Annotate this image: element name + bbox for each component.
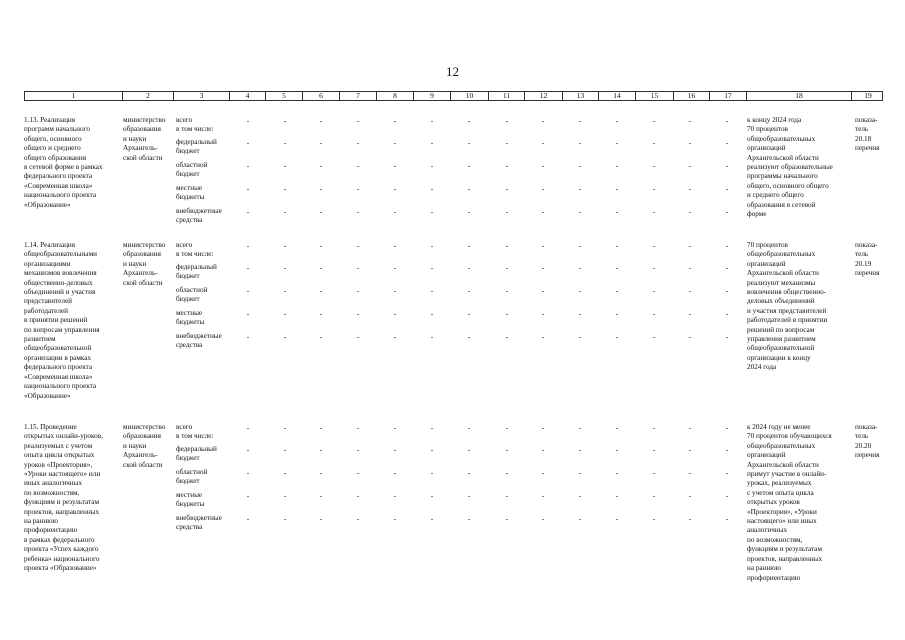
empty-value-dash: - xyxy=(652,286,656,295)
empty-value-dash: - xyxy=(615,286,619,295)
empty-value-dash: - xyxy=(505,138,509,147)
budget-source-label: всего в том числе: xyxy=(176,116,214,134)
empty-value-dash: - xyxy=(319,332,323,341)
empty-value-dash: - xyxy=(652,138,656,147)
budget-source-label: внебюджетные средства xyxy=(176,332,222,350)
empty-value-dash: - xyxy=(541,491,545,500)
empty-value-dash: - xyxy=(283,241,287,250)
empty-value-dash: - xyxy=(246,263,250,272)
empty-value-dash: - xyxy=(430,445,434,454)
empty-value-dash: - xyxy=(541,116,545,125)
header-col-5: 5 xyxy=(266,92,303,100)
empty-value-dash: - xyxy=(725,468,729,477)
empty-value-dash: - xyxy=(578,138,582,147)
empty-value-dash: - xyxy=(356,286,360,295)
empty-value-dash: - xyxy=(246,184,250,193)
table-header-row xyxy=(24,91,883,101)
measure-description: 1.14. Реализация общеобразовательными организациями механизмов вовлечения общественно-деловых объединений и участия представителей работодателей в принятии решений по вопросам управления развитием общеобразовательной организации в рамках федерального проекта «Современная школа» национального проекта «Образование» xyxy=(24,241,100,400)
empty-value-dash: - xyxy=(652,468,656,477)
empty-value-dash: - xyxy=(505,207,509,216)
header-col-10: 10 xyxy=(451,92,489,100)
empty-value-dash: - xyxy=(688,286,692,295)
empty-value-dash: - xyxy=(283,445,287,454)
expected-result: 70 процентов общеобразовательных организаций Архангельской области реализуют механизмы вовлечения общественно- деловых объединений и участия представителей работодателей в принятии решений по вопросам управления развитием общеобразовательной организации к концу 2024 года xyxy=(747,241,828,372)
empty-value-dash: - xyxy=(688,241,692,250)
header-col-3: 3 xyxy=(174,92,230,100)
empty-value-dash: - xyxy=(578,184,582,193)
empty-value-dash: - xyxy=(652,332,656,341)
header-col-4: 4 xyxy=(230,92,266,100)
budget-source-label: внебюджетные средства xyxy=(176,207,222,225)
header-col-12: 12 xyxy=(525,92,563,100)
empty-value-dash: - xyxy=(393,286,397,295)
empty-value-dash: - xyxy=(430,161,434,170)
empty-value-dash: - xyxy=(615,241,619,250)
empty-value-dash: - xyxy=(615,332,619,341)
budget-source-label: внебюджетные средства xyxy=(176,514,222,532)
budget-source-label: местные бюджеты xyxy=(176,309,205,327)
empty-value-dash: - xyxy=(430,263,434,272)
header-col-18: 18 xyxy=(747,92,852,100)
budget-source-label: всего в том числе: xyxy=(176,423,214,441)
empty-value-dash: - xyxy=(283,468,287,477)
empty-value-dash: - xyxy=(541,423,545,432)
empty-value-dash: - xyxy=(541,263,545,272)
page-number: 12 xyxy=(446,64,459,79)
empty-value-dash: - xyxy=(578,514,582,523)
empty-value-dash: - xyxy=(319,184,323,193)
empty-value-dash: - xyxy=(467,116,471,125)
empty-value-dash: - xyxy=(393,423,397,432)
expected-result: к 2024 году не менее 70 процентов обучающихся общеобразовательных организаций Архангельской области примут участие в онлайн- уроках, реализуемых с учетом опыта цикла открытых уроков «Проектория», «Уроки настоящего» или иных аналогичных по возможностям, функциям и результатам проектов, направленных на раннюю профориентацию xyxy=(747,423,832,582)
empty-value-dash: - xyxy=(652,241,656,250)
empty-value-dash: - xyxy=(467,138,471,147)
empty-value-dash: - xyxy=(430,241,434,250)
empty-value-dash: - xyxy=(430,184,434,193)
empty-value-dash: - xyxy=(319,468,323,477)
empty-value-dash: - xyxy=(356,184,360,193)
budget-source-label: областной бюджет xyxy=(176,286,208,304)
empty-value-dash: - xyxy=(393,468,397,477)
empty-value-dash: - xyxy=(393,514,397,523)
empty-value-dash: - xyxy=(578,286,582,295)
empty-value-dash: - xyxy=(393,263,397,272)
indicator-reference: показа- тель 20.19 перечня xyxy=(855,241,880,278)
empty-value-dash: - xyxy=(505,116,509,125)
indicator-reference: показа- тель 20.20 перечня xyxy=(855,423,880,460)
empty-value-dash: - xyxy=(246,286,250,295)
empty-value-dash: - xyxy=(688,116,692,125)
empty-value-dash: - xyxy=(393,445,397,454)
header-col-13: 13 xyxy=(563,92,599,100)
empty-value-dash: - xyxy=(356,491,360,500)
empty-value-dash: - xyxy=(283,263,287,272)
budget-source-label: всего в том числе: xyxy=(176,241,214,259)
empty-value-dash: - xyxy=(615,445,619,454)
measure-description: 1.15. Проведение открытых онлайн-уроков, реализуемых с учетом опыта цикла открытых уроков «Проектория», «Уроки настоящего» или иных аналогичных по возможностям, функциям и результатам проектов, направленных на раннюю профориентацию в рамках федерального проекта «Успех каждого ребенка» национального проекта «Образование» xyxy=(24,423,103,573)
header-col-1: 1 xyxy=(25,92,123,100)
empty-value-dash: - xyxy=(578,309,582,318)
header-col-7: 7 xyxy=(340,92,377,100)
empty-value-dash: - xyxy=(283,286,287,295)
empty-value-dash: - xyxy=(430,207,434,216)
header-col-6: 6 xyxy=(303,92,340,100)
empty-value-dash: - xyxy=(541,286,545,295)
empty-value-dash: - xyxy=(725,116,729,125)
empty-value-dash: - xyxy=(246,138,250,147)
empty-value-dash: - xyxy=(578,468,582,477)
empty-value-dash: - xyxy=(505,423,509,432)
empty-value-dash: - xyxy=(541,241,545,250)
empty-value-dash: - xyxy=(725,423,729,432)
empty-value-dash: - xyxy=(283,138,287,147)
empty-value-dash: - xyxy=(393,332,397,341)
empty-value-dash: - xyxy=(356,161,360,170)
indicator-reference: показа- тель 20.18 перечня xyxy=(855,116,880,153)
empty-value-dash: - xyxy=(652,514,656,523)
empty-value-dash: - xyxy=(393,184,397,193)
empty-value-dash: - xyxy=(578,445,582,454)
empty-value-dash: - xyxy=(725,241,729,250)
empty-value-dash: - xyxy=(467,514,471,523)
empty-value-dash: - xyxy=(578,241,582,250)
empty-value-dash: - xyxy=(393,138,397,147)
empty-value-dash: - xyxy=(393,241,397,250)
empty-value-dash: - xyxy=(652,263,656,272)
empty-value-dash: - xyxy=(688,491,692,500)
empty-value-dash: - xyxy=(505,491,509,500)
empty-value-dash: - xyxy=(688,207,692,216)
empty-value-dash: - xyxy=(725,332,729,341)
empty-value-dash: - xyxy=(505,286,509,295)
empty-value-dash: - xyxy=(356,514,360,523)
empty-value-dash: - xyxy=(652,184,656,193)
empty-value-dash: - xyxy=(430,138,434,147)
empty-value-dash: - xyxy=(541,514,545,523)
empty-value-dash: - xyxy=(283,332,287,341)
empty-value-dash: - xyxy=(319,161,323,170)
empty-value-dash: - xyxy=(356,468,360,477)
empty-value-dash: - xyxy=(467,263,471,272)
empty-value-dash: - xyxy=(652,445,656,454)
empty-value-dash: - xyxy=(652,161,656,170)
empty-value-dash: - xyxy=(319,423,323,432)
empty-value-dash: - xyxy=(615,263,619,272)
header-col-8: 8 xyxy=(377,92,414,100)
empty-value-dash: - xyxy=(615,423,619,432)
responsible-executor: министерство образования и науки Архангель- ской области xyxy=(123,423,166,469)
empty-value-dash: - xyxy=(578,161,582,170)
empty-value-dash: - xyxy=(505,445,509,454)
empty-value-dash: - xyxy=(430,514,434,523)
empty-value-dash: - xyxy=(283,309,287,318)
empty-value-dash: - xyxy=(541,332,545,341)
empty-value-dash: - xyxy=(541,468,545,477)
budget-source-label: федеральный бюджет xyxy=(176,263,217,281)
empty-value-dash: - xyxy=(505,309,509,318)
budget-source-label: федеральный бюджет xyxy=(176,138,217,156)
empty-value-dash: - xyxy=(615,116,619,125)
empty-value-dash: - xyxy=(615,514,619,523)
budget-source-label: местные бюджеты xyxy=(176,184,205,202)
header-col-9: 9 xyxy=(414,92,451,100)
empty-value-dash: - xyxy=(688,263,692,272)
budget-source-label: федеральный бюджет xyxy=(176,445,217,463)
header-col-19: 19 xyxy=(864,91,872,100)
empty-value-dash: - xyxy=(430,423,434,432)
empty-value-dash: - xyxy=(393,309,397,318)
empty-value-dash: - xyxy=(467,161,471,170)
empty-value-dash: - xyxy=(246,423,250,432)
empty-value-dash: - xyxy=(578,423,582,432)
header-col-2: 2 xyxy=(123,92,174,100)
empty-value-dash: - xyxy=(319,263,323,272)
empty-value-dash: - xyxy=(615,468,619,477)
empty-value-dash: - xyxy=(505,263,509,272)
budget-source-label: областной бюджет xyxy=(176,161,208,179)
empty-value-dash: - xyxy=(505,514,509,523)
empty-value-dash: - xyxy=(467,332,471,341)
empty-value-dash: - xyxy=(505,161,509,170)
empty-value-dash: - xyxy=(467,309,471,318)
empty-value-dash: - xyxy=(725,207,729,216)
empty-value-dash: - xyxy=(688,514,692,523)
empty-value-dash: - xyxy=(541,161,545,170)
empty-value-dash: - xyxy=(615,491,619,500)
empty-value-dash: - xyxy=(246,445,250,454)
empty-value-dash: - xyxy=(541,309,545,318)
empty-value-dash: - xyxy=(356,332,360,341)
empty-value-dash: - xyxy=(393,207,397,216)
empty-value-dash: - xyxy=(319,207,323,216)
empty-value-dash: - xyxy=(319,138,323,147)
empty-value-dash: - xyxy=(725,263,729,272)
empty-value-dash: - xyxy=(319,491,323,500)
empty-value-dash: - xyxy=(319,241,323,250)
empty-value-dash: - xyxy=(541,184,545,193)
measure-description: 1.13. Реализация программ начального общего, основного общего и среднего общего образования в сетевой форме в рамках федерального проекта «Современная школа» национального проекта «Образование» xyxy=(24,116,103,209)
empty-value-dash: - xyxy=(688,138,692,147)
empty-value-dash: - xyxy=(688,332,692,341)
empty-value-dash: - xyxy=(467,491,471,500)
empty-value-dash: - xyxy=(541,138,545,147)
empty-value-dash: - xyxy=(246,207,250,216)
empty-value-dash: - xyxy=(688,309,692,318)
budget-source-label: областной бюджет xyxy=(176,468,208,486)
empty-value-dash: - xyxy=(283,423,287,432)
empty-value-dash: - xyxy=(652,309,656,318)
empty-value-dash: - xyxy=(356,116,360,125)
empty-value-dash: - xyxy=(688,468,692,477)
empty-value-dash: - xyxy=(688,184,692,193)
empty-value-dash: - xyxy=(505,332,509,341)
responsible-executor: министерство образования и науки Архангель- ской области xyxy=(123,116,166,162)
header-col-14: 14 xyxy=(599,92,636,100)
empty-value-dash: - xyxy=(283,161,287,170)
empty-value-dash: - xyxy=(319,309,323,318)
empty-value-dash: - xyxy=(725,184,729,193)
empty-value-dash: - xyxy=(615,161,619,170)
empty-value-dash: - xyxy=(393,491,397,500)
empty-value-dash: - xyxy=(246,468,250,477)
empty-value-dash: - xyxy=(725,138,729,147)
empty-value-dash: - xyxy=(505,241,509,250)
empty-value-dash: - xyxy=(541,445,545,454)
empty-value-dash: - xyxy=(356,309,360,318)
empty-value-dash: - xyxy=(688,161,692,170)
empty-value-dash: - xyxy=(467,184,471,193)
empty-value-dash: - xyxy=(319,286,323,295)
empty-value-dash: - xyxy=(319,445,323,454)
empty-value-dash: - xyxy=(393,161,397,170)
empty-value-dash: - xyxy=(652,207,656,216)
empty-value-dash: - xyxy=(283,116,287,125)
empty-value-dash: - xyxy=(246,332,250,341)
empty-value-dash: - xyxy=(319,514,323,523)
empty-value-dash: - xyxy=(430,491,434,500)
empty-value-dash: - xyxy=(356,207,360,216)
empty-value-dash: - xyxy=(615,309,619,318)
empty-value-dash: - xyxy=(283,184,287,193)
empty-value-dash: - xyxy=(467,207,471,216)
empty-value-dash: - xyxy=(356,445,360,454)
empty-value-dash: - xyxy=(505,184,509,193)
empty-value-dash: - xyxy=(246,309,250,318)
empty-value-dash: - xyxy=(578,332,582,341)
header-col-11: 11 xyxy=(489,92,525,100)
empty-value-dash: - xyxy=(578,263,582,272)
empty-value-dash: - xyxy=(467,468,471,477)
empty-value-dash: - xyxy=(725,161,729,170)
empty-value-dash: - xyxy=(430,332,434,341)
header-col-15: 15 xyxy=(636,92,674,100)
expected-result: к концу 2024 года 70 процентов общеобразовательных организаций Архангельской области реализуют образовательные программы начального общего, основного общего и среднего общего образования в сетевой форме xyxy=(747,116,833,219)
header-col-16: 16 xyxy=(674,92,710,100)
empty-value-dash: - xyxy=(430,468,434,477)
empty-value-dash: - xyxy=(467,286,471,295)
empty-value-dash: - xyxy=(356,423,360,432)
empty-value-dash: - xyxy=(652,116,656,125)
empty-value-dash: - xyxy=(725,514,729,523)
empty-value-dash: - xyxy=(356,138,360,147)
empty-value-dash: - xyxy=(505,468,509,477)
empty-value-dash: - xyxy=(578,116,582,125)
empty-value-dash: - xyxy=(319,116,323,125)
empty-value-dash: - xyxy=(393,116,397,125)
empty-value-dash: - xyxy=(356,263,360,272)
empty-value-dash: - xyxy=(615,138,619,147)
empty-value-dash: - xyxy=(578,491,582,500)
empty-value-dash: - xyxy=(688,445,692,454)
empty-value-dash: - xyxy=(246,116,250,125)
responsible-executor: министерство образования и науки Архангель- ской области xyxy=(123,241,166,287)
empty-value-dash: - xyxy=(246,514,250,523)
empty-value-dash: - xyxy=(541,207,545,216)
empty-value-dash: - xyxy=(283,207,287,216)
empty-value-dash: - xyxy=(615,207,619,216)
empty-value-dash: - xyxy=(615,184,619,193)
empty-value-dash: - xyxy=(467,445,471,454)
empty-value-dash: - xyxy=(283,491,287,500)
empty-value-dash: - xyxy=(725,445,729,454)
empty-value-dash: - xyxy=(430,286,434,295)
header-col-17: 17 xyxy=(710,92,747,100)
empty-value-dash: - xyxy=(725,286,729,295)
empty-value-dash: - xyxy=(246,491,250,500)
empty-value-dash: - xyxy=(246,161,250,170)
empty-value-dash: - xyxy=(652,423,656,432)
empty-value-dash: - xyxy=(725,491,729,500)
budget-source-label: местные бюджеты xyxy=(176,491,205,509)
empty-value-dash: - xyxy=(578,207,582,216)
empty-value-dash: - xyxy=(246,241,250,250)
empty-value-dash: - xyxy=(725,309,729,318)
empty-value-dash: - xyxy=(356,241,360,250)
empty-value-dash: - xyxy=(652,491,656,500)
empty-value-dash: - xyxy=(430,309,434,318)
empty-value-dash: - xyxy=(467,423,471,432)
empty-value-dash: - xyxy=(430,116,434,125)
empty-value-dash: - xyxy=(688,423,692,432)
empty-value-dash: - xyxy=(283,514,287,523)
empty-value-dash: - xyxy=(467,241,471,250)
